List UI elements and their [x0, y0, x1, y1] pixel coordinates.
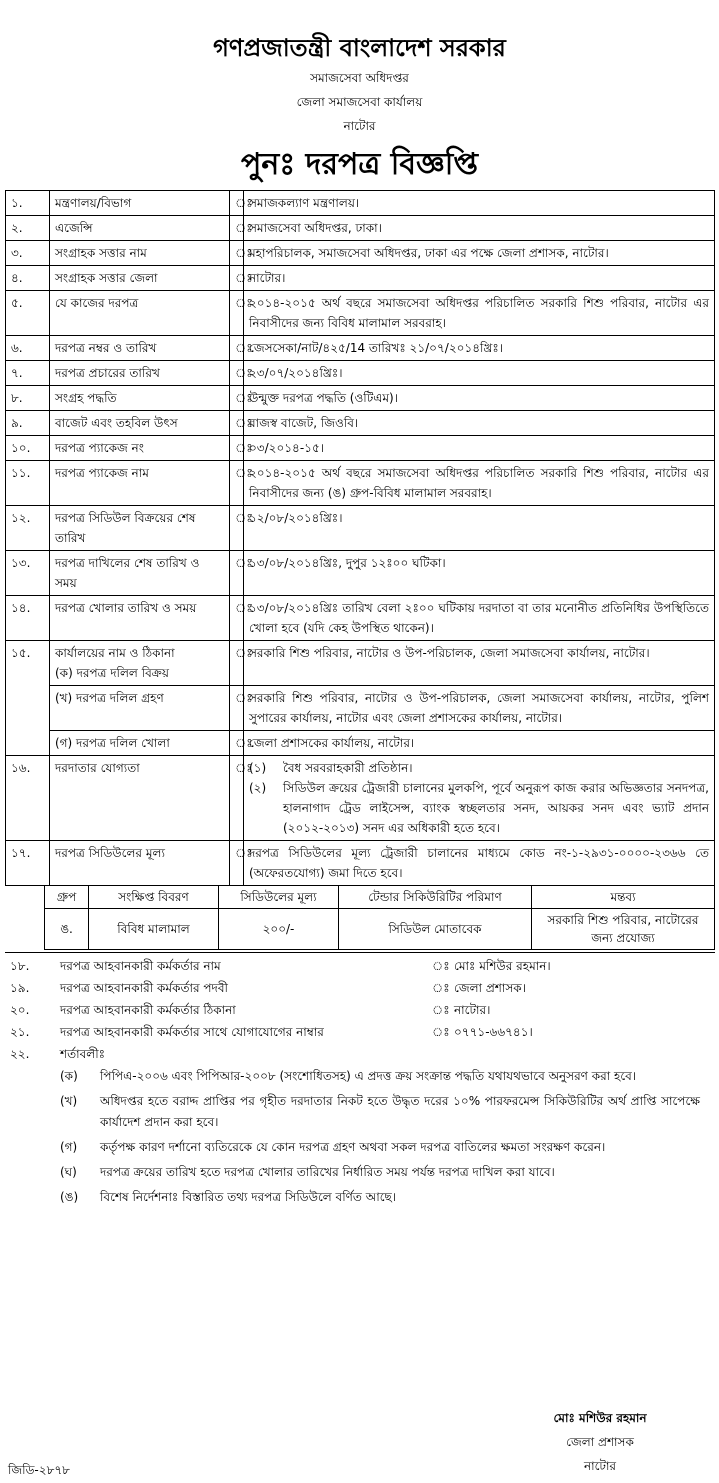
table-row	[6, 461, 715, 506]
row-label: দরপত্র প্রচারের তারিখ	[50, 361, 230, 386]
row-number: ২২.	[10, 1047, 30, 1061]
colon-separator: ঃ	[432, 981, 450, 995]
colon-separator: ঃ	[230, 841, 244, 886]
row-label: সংগ্রহ পদ্ধতি	[50, 386, 230, 411]
district-name: নাটোর	[343, 119, 376, 133]
row-number: ৪.	[6, 266, 50, 291]
table-row	[6, 506, 715, 551]
table-row	[6, 641, 715, 686]
row-value: ২০১৪-২০১৫ অর্থ বছরে সমাজসেবা অধিদপ্তর পরিচালিত সরকারি শিশু পরিবার, নাটোর এর নিবাসীদের জন্য বিবিধ মালামাল সরবরাহ।	[244, 291, 715, 336]
row-value: সমাজকল্যাণ মন্ত্রণালয়।	[244, 191, 715, 216]
condition-text: পিপিএ-২০০৬ এবং পিপিআর-২০০৮ (সংশোধিতসহ) এ প্রদত্ত ক্রয় সংক্রান্ত পদ্ধতি যথাযথভাবে অনুসরণ করা হবে।	[100, 1069, 637, 1083]
row-label: দরপত্র দাখিলের শেষ তারিখ ও সময়	[50, 551, 230, 596]
row-number: ১.	[6, 191, 50, 216]
row-label: মন্ত্রণালয়/বিভাগ	[50, 191, 230, 216]
row-label: এজেন্সি	[50, 216, 230, 241]
row-number: ৩.	[6, 241, 50, 266]
row-value: ২৩/০৭/২০১৪খ্রিঃ।	[244, 361, 715, 386]
condition-item	[60, 1162, 700, 1183]
row-number: ১১.	[6, 461, 50, 506]
fee-cell: সিডিউল মোতাবেক	[339, 909, 532, 950]
row-value: সরকারি শিশু পরিবার, নাটোর ও উপ-পরিচালক, জেলা সমাজসেবা কার্যালয়, নাটোর।	[244, 641, 715, 686]
condition-key: (গ)	[60, 1140, 78, 1154]
fee-table-wrap	[44, 885, 715, 950]
dept-name: সমাজসেবা অধিদপ্তর	[310, 71, 409, 85]
table-row	[6, 436, 715, 461]
table-row	[6, 731, 715, 756]
row-label: দরপত্র সিডিউলের মূল্য	[50, 841, 230, 886]
row-value: উন্মুক্ত দরপত্র পদ্ধতি (ওটিএম)।	[244, 386, 715, 411]
row-value: নাটোর।	[454, 1003, 491, 1017]
row-label: সংগ্রাহক সত্তার নাম	[50, 241, 230, 266]
condition-text: দরপত্র ক্রয়ের তারিখ হতে দরপত্র খোলার তারিখের নির্ধারিত সময় পর্যন্ত দরপত্র দাখিল করা যাবে।	[100, 1165, 555, 1179]
row-value: সরকারি শিশু পরিবার, নাটোর ও উপ-পরিচালক, জেলা সমাজসেবা কার্যালয়, নাটোর, পুলিশ সুপারের কার্যালয়, নাটোর এবং জেলা প্রশাসকের কার্যালয়, নাটোর।	[244, 686, 715, 731]
qualification-item	[249, 778, 709, 838]
item-text: সিডিউল ক্রয়ের ট্রেজারী চালানের মুলকপি, পূর্বে অনুরূপ কাজ করার অভিজ্ঞতার সনদপত্র, হালনাগাদ ট্রেড লাইসেন্স, ব্যাংক স্বচ্ছলতার সনদ, আয়কর সনদ এবং ভ্যাট প্রদান (২০১২-২০১৩) সনদ এর অধিকারী হতে হবে।	[283, 781, 709, 835]
sub-label: (গ) দরপত্র দলিল খোলা	[50, 731, 230, 756]
row-value: জেলা প্রশাসক।	[454, 981, 526, 995]
row-number: ২১.	[10, 1025, 30, 1039]
condition-item	[60, 1137, 700, 1158]
footer-code: জিডি-২৮৭৮	[8, 1463, 70, 1477]
table-row	[6, 551, 715, 596]
row-label: দরপত্র আহবানকারী কর্মকর্তার সাথে যোগাযোগের নাম্বার	[60, 1025, 324, 1039]
condition-text: কর্তৃপক্ষ কারণ দর্শানো ব্যতিরেকে যে কোন দরপত্র গ্রহণ অথবা সকল দরপত্র বাতিলের ক্ষমতা সংরক্ষণ করেন।	[100, 1140, 606, 1154]
row-number: ১৮.	[10, 959, 30, 973]
fee-cell: বিবিধ মালামাল	[89, 909, 219, 950]
signatory-name: মোঃ মশিউর রহমান	[553, 1411, 647, 1425]
row-label: দরপত্র সিডিউল বিক্রয়ের শেষ তারিখ	[50, 506, 230, 551]
row-value: নাটোর।	[244, 266, 715, 291]
colon-separator: ঃ	[230, 216, 244, 241]
row-value: জেসসেকা/নাট/৪২৫/14 তারিখঃ ২১/০৭/২০১৪খ্রিঃ।	[244, 336, 715, 361]
table-row	[6, 266, 715, 291]
colon-separator: ঃ	[230, 436, 244, 461]
row-number: ২০.	[10, 1003, 30, 1017]
row-number: ১৯.	[10, 981, 30, 995]
table-row	[6, 686, 715, 731]
row-value: রাজস্ব বাজেট, জিওবি।	[244, 411, 715, 436]
colon-separator: ঃ	[230, 336, 244, 361]
table-row	[6, 216, 715, 241]
row-number: ১০.	[6, 436, 50, 461]
fee-header-cell: সংক্ষিপ্ত বিবরণ	[89, 886, 219, 909]
row-label: দরপত্র খোলার তারিখ ও সময়	[50, 596, 230, 641]
colon-separator: ঃ	[432, 959, 450, 973]
row-number: ১২.	[6, 506, 50, 551]
colon-separator: ঃ	[230, 266, 244, 291]
row-label: যে কাজের দরপত্র	[50, 291, 230, 336]
fee-header-cell: মন্তব্য	[532, 886, 715, 909]
row-label: দরপত্র নম্বর ও তারিখ	[50, 336, 230, 361]
colon-separator: ঃ	[230, 596, 244, 641]
colon-separator: ঃ	[230, 641, 244, 686]
item-key: (১)	[249, 761, 267, 775]
row-number: ১৬.	[6, 756, 50, 841]
colon-separator: ঃ	[230, 411, 244, 436]
row-label: সংগ্রাহক সত্তার জেলা	[50, 266, 230, 291]
govt-heading: গণপ্রজাতন্ত্রী বাংলাদেশ সরকার	[213, 34, 506, 62]
sub-label: (ক) দরপত্র দলিল বিক্রয়	[55, 666, 169, 680]
row-number: ৯.	[6, 411, 50, 436]
colon-separator: ঃ	[432, 1003, 450, 1017]
row-number: ৬.	[6, 336, 50, 361]
row-label	[50, 641, 230, 686]
fee-header-row	[45, 886, 715, 909]
condition-key: (খ)	[60, 1094, 78, 1108]
row-label: দরদাতার যোগ্যতা	[50, 756, 230, 841]
row-value: ১৩/০৮/২০১৪খ্রিঃ, দুপুর ১২ঃ০০ ঘটিকা।	[244, 551, 715, 596]
row-number: ২.	[6, 216, 50, 241]
fee-table	[44, 885, 715, 950]
colon-separator: ঃ	[230, 191, 244, 216]
fee-header-cell: গ্রুপ	[45, 886, 89, 909]
fee-cell: ঙ.	[45, 909, 89, 950]
colon-separator: ঃ	[230, 241, 244, 266]
colon-separator: ঃ	[230, 361, 244, 386]
colon-separator: ঃ	[230, 731, 244, 756]
row-number: ৮.	[6, 386, 50, 411]
condition-item	[60, 1066, 700, 1087]
divider	[5, 952, 715, 953]
table-row	[6, 291, 715, 336]
table-row	[6, 386, 715, 411]
fee-header-cell: টেন্ডার সিকিউরিটির পরিমাণ	[339, 886, 532, 909]
row-value: মহাপরিচালক, সমাজসেবা অধিদপ্তর, ঢাকা এর পক্ষে জেলা প্রশাসক, নাটোর।	[244, 241, 715, 266]
row-label: দরপত্র আহবানকারী কর্মকর্তার ঠিকানা	[60, 1003, 236, 1017]
row-number: ১৪.	[6, 596, 50, 641]
condition-key: (ক)	[60, 1069, 78, 1083]
condition-text: বিশেষ নির্দেশনাঃ বিস্তারিত তথ্য দরপত্র সিডিউলে বর্ণিত আছে।	[100, 1190, 397, 1204]
row-number: ৭.	[6, 361, 50, 386]
office-name: জেলা সমাজসেবা কার্যালয়	[296, 95, 423, 109]
table-row	[6, 411, 715, 436]
colon-separator: ঃ	[230, 461, 244, 506]
row-value: মোঃ মশিউর রহমান।	[454, 959, 551, 973]
condition-text: অধিদপ্তর হতে বরাদ্দ প্রাপ্তির পর গৃহীত দরদাতার নিকট হতে উদ্ধৃত দরের ১০% পারফরমেন্স সিকিউরিটির অর্থ প্রাপ্তি সাপেক্ষে কার্যাদেশ প্রদান করা হবে।	[100, 1094, 700, 1129]
row-label: দরপত্র প্যাকেজ নাম	[50, 461, 230, 506]
colon-separator: ঃ	[230, 291, 244, 336]
table-row	[6, 361, 715, 386]
table-row	[6, 841, 715, 886]
colon-separator: ঃ	[230, 386, 244, 411]
signatory-place: নাটোর	[583, 1459, 617, 1473]
row-number: ১৫.	[6, 641, 50, 756]
qualification-item	[249, 758, 709, 778]
table-row	[6, 241, 715, 266]
notice-title: পুনঃ দরপত্র বিজ্ঞপ্তি	[240, 147, 479, 182]
row-value: ২০১৪-২০১৫ অর্থ বছরে সমাজসেবা অধিদপ্তর পরিচালিত সরকারি শিশু পরিবার, নাটোর এর নিবাসীদের জন্য (ঙ) গ্রুপ-বিবিধ মালামাল সরবরাহ।	[244, 461, 715, 506]
office-heading: কার্যালয়ের নাম ও ঠিকানা	[55, 646, 175, 660]
row-value: ০৭৭১-৬৬৭৪১।	[454, 1025, 533, 1039]
colon-separator: ঃ	[432, 1025, 450, 1039]
table-row	[6, 336, 715, 361]
tender-details-table	[5, 190, 715, 886]
row-value: ১৩/০৮/২০১৪খ্রিঃ তারিখ বেলা ২ঃ০০ ঘটিকায় দরদাতা বা তার মনোনীত প্রতিনিধির উপস্থিতিতে খোলা হবে (যদি কেহ উপস্থিত থাকেন)।	[244, 596, 715, 641]
fee-cell: সরকারি শিশু পরিবার, নাটোরের জন্য প্রযোজ্য	[532, 909, 715, 950]
fee-cell: ২০০/-	[219, 909, 339, 950]
row-value: ০৩/২০১৪-১৫।	[244, 436, 715, 461]
signatory-designation: জেলা প্রশাসক	[566, 1435, 634, 1449]
table-row	[6, 756, 715, 841]
colon-separator: ঃ	[230, 686, 244, 731]
item-text: বৈধ সরবরাহকারী প্রতিষ্ঠান।	[283, 761, 413, 775]
colon-separator: ঃ	[230, 551, 244, 596]
sub-label: (খ) দরপত্র দলিল গ্রহণ	[50, 686, 230, 731]
row-number: ৫.	[6, 291, 50, 336]
item-key: (২)	[249, 781, 267, 795]
condition-key: (ঙ)	[60, 1190, 79, 1204]
row-label: দরপত্র আহবানকারী কর্মকর্তার পদবী	[60, 981, 228, 995]
condition-item	[60, 1091, 700, 1133]
row-label: দরপত্র আহবানকারী কর্মকর্তার নাম	[60, 959, 221, 973]
row-number: ১৩.	[6, 551, 50, 596]
row-value: দরপত্র সিডিউলের মূল্য ট্রেজারী চালানের মাধ্যমে কোড নং-১-২৯৩১-০০০০-২৩৬৬ তে (অফেরতযোগ্য) জমা দিতে হবে।	[244, 841, 715, 886]
row-label: বাজেট এবং তহবিল উৎস	[50, 411, 230, 436]
fee-data-row	[45, 909, 715, 950]
conditions-title: শর্তাবলীঃ	[60, 1047, 106, 1061]
row-number: ১৭.	[6, 841, 50, 886]
row-value: জেলা প্রশাসকের কার্যালয়, নাটোর।	[244, 731, 715, 756]
row-value: সমাজসেবা অধিদপ্তর, ঢাকা।	[244, 216, 715, 241]
condition-key: (ঘ)	[60, 1165, 77, 1179]
row-label: দরপত্র প্যাকেজ নং	[50, 436, 230, 461]
colon-separator: ঃ	[230, 506, 244, 551]
condition-item	[60, 1187, 700, 1208]
row-value: ১২/০৮/২০১৪খ্রিঃ।	[244, 506, 715, 551]
table-row	[6, 596, 715, 641]
qualification-list	[244, 756, 715, 841]
fee-header-cell: সিডিউলের মূল্য	[219, 886, 339, 909]
table-row	[6, 191, 715, 216]
colon-separator: ঃ	[230, 756, 244, 841]
